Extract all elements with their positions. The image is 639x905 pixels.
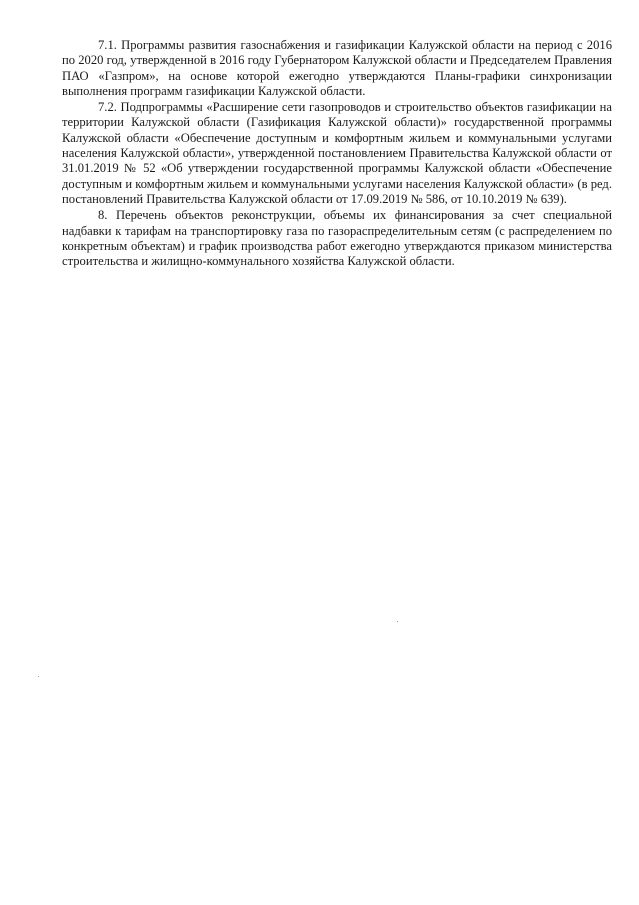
paragraph-7-2: 7.2. Подпрограммы «Расширение сети газопроводов и строительство объектов газификации на территории Калужской области (Газификация Калужской области)» государственной программы Калужской области «Обеспечение доступным и комфортным жильем и коммунальными услугами населения Калужской области», утвержденной постановлением Правительства Калужской области от 31.01.2019 № 52 «Об утверждении государственной программы Калужской области «Обеспечение доступным и комфортным жильем и коммунальными услугами населения Калужской области» (в ред. постановлений Правительства Калужской области от 17.09.2019 № 586, от 10.10.2019 № 639). bbox=[62, 100, 612, 206]
document-body bbox=[62, 38, 612, 270]
paragraph-8: 8. Перечень объектов реконструкции, объемы их финансирования за счет специальной надбавки к тарифам на транспортировку газа по газораспределительным сетям (с распределением по конкретным объектам) и график производства работ ежегодно утверждаются приказом министерства строительства и жилищно-коммунального хозяйства Калужской области. bbox=[62, 208, 612, 269]
scan-speck bbox=[397, 621, 398, 622]
paragraph-7-1: 7.1. Программы развития газоснабжения и газификации Калужской области на период с 2016 по 2020 год, утвержденной в 2016 году Губернатором Калужской области и Председателем Правления ПАО «Газпром», на основе которой ежегодно утверждаются Планы-графики синхронизации выполнения программ газификации Калужской области. bbox=[62, 38, 612, 98]
scan-speck bbox=[38, 676, 39, 677]
